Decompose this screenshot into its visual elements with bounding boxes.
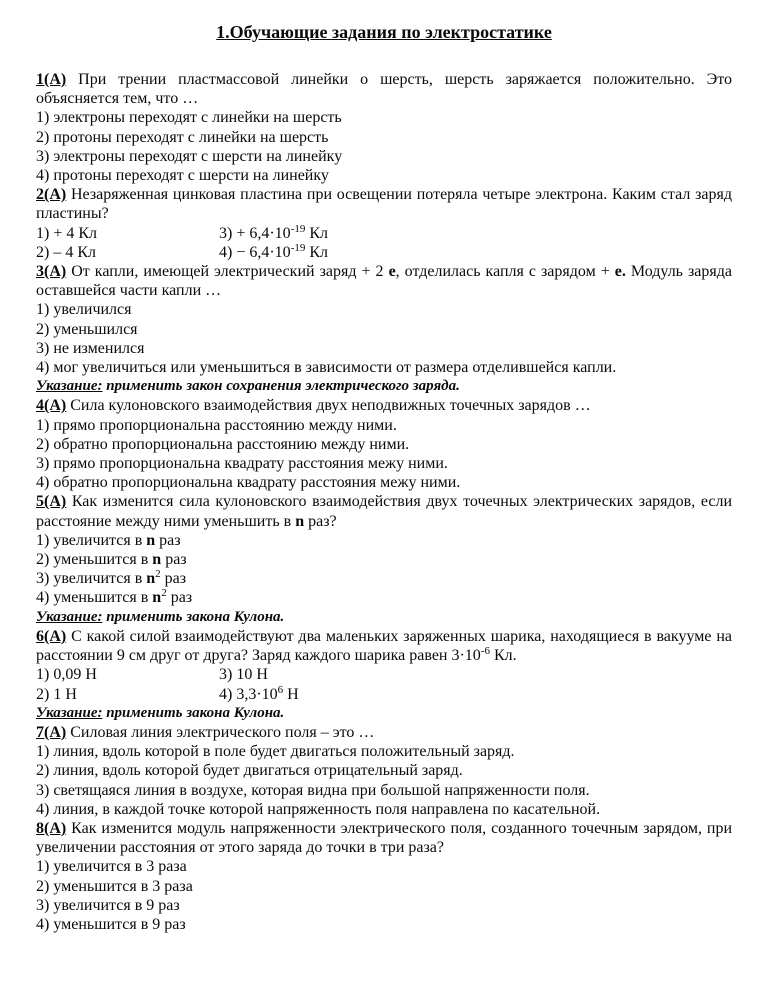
question-8 bbox=[36, 819, 732, 934]
hint-text: применить закон сохранения электрического заряда. bbox=[102, 378, 460, 395]
superscript: -19 bbox=[290, 241, 306, 254]
question-6-option-4 bbox=[219, 685, 732, 704]
question-7-stem bbox=[36, 723, 732, 742]
option-text: Кл bbox=[305, 224, 329, 242]
question-2-option-3 bbox=[219, 224, 732, 243]
question-2-number: 2(А) bbox=[36, 186, 67, 204]
question-4-option-1: 1) прямо пропорциональна расстоянию между ними. bbox=[36, 416, 397, 434]
question-5 bbox=[36, 492, 732, 626]
bold-symbol: е. bbox=[614, 263, 626, 281]
question-2-option-1: 1) + 4 Кл bbox=[36, 224, 98, 242]
question-4-stem bbox=[36, 396, 732, 415]
option-text: 4) уменьшится в bbox=[36, 589, 153, 607]
bold-symbol: n bbox=[146, 531, 156, 549]
question-4-option-2: 2) обратно пропорциональна расстоянию между ними. bbox=[36, 435, 410, 453]
question-5-text: Как изменится сила кулоновского взаимодействия двух точечных электрических зарядов, если расстояние между ними уменьшить в bbox=[36, 493, 732, 530]
superscript: 2 bbox=[161, 587, 167, 600]
question-5-hint bbox=[36, 608, 732, 627]
question-6 bbox=[36, 627, 732, 723]
question-3-option-2: 2) уменьшился bbox=[36, 320, 138, 338]
option-text: 3) 10 Н bbox=[219, 666, 268, 684]
question-3-option-1: 1) увеличился bbox=[36, 301, 132, 319]
option-text: раз bbox=[161, 551, 187, 569]
question-5-option-1 bbox=[36, 531, 732, 550]
question-3-text: От капли, имеющей электрический заряд + 2 bbox=[66, 263, 389, 281]
question-1-option-1: 1) электроны переходят с линейки на шерсть bbox=[36, 109, 342, 127]
question-2-option-2: 2) – 4 Кл bbox=[36, 243, 96, 261]
question-5-text: раз? bbox=[304, 512, 337, 530]
question-7-option-4: 4) линия, в каждой точке которой напряженность поля направлена по касательной. bbox=[36, 800, 601, 818]
question-7-option-1: 1) линия, вдоль которой в поле будет двигаться положительный заряд. bbox=[36, 743, 515, 761]
hint-label: Указание: bbox=[36, 378, 103, 395]
question-1 bbox=[36, 70, 732, 185]
question-4-text: Сила кулоновского взаимодействия двух неподвижных точечных зарядов … bbox=[66, 397, 591, 415]
bold-symbol: n bbox=[152, 551, 162, 569]
question-6-option-2: 2) 1 Н bbox=[36, 685, 77, 703]
option-text: раз bbox=[155, 531, 181, 549]
superscript: -19 bbox=[290, 222, 306, 235]
hint-text: применить закона Кулона. bbox=[102, 704, 285, 721]
question-3-stem bbox=[36, 262, 732, 300]
option-text: 1) увеличится в bbox=[36, 531, 147, 549]
superscript: -6 bbox=[480, 645, 490, 658]
question-8-option-2: 2) уменьшится в 3 раза bbox=[36, 877, 193, 895]
question-1-option-2: 2) протоны переходят с линейки на шерсть bbox=[36, 128, 329, 146]
superscript: 6 bbox=[277, 683, 284, 696]
question-2-text: Незаряженная цинковая пластина при освещении потеряла четыре электрона. Каким стал заряд пластины? bbox=[36, 186, 732, 223]
question-6-hint bbox=[36, 704, 732, 723]
question-5-number: 5(А) bbox=[36, 493, 67, 511]
question-3-option-3: 3) не изменился bbox=[36, 339, 145, 357]
question-6-option-3 bbox=[219, 665, 732, 684]
question-4-number: 4(А) bbox=[36, 397, 67, 415]
question-5-option-4 bbox=[36, 588, 732, 607]
hint-label: Указание: bbox=[36, 608, 103, 625]
question-2 bbox=[36, 185, 732, 262]
bold-symbol: n bbox=[146, 570, 156, 588]
question-6-stem bbox=[36, 627, 732, 665]
question-7-text: Силовая линия электрического поля – это … bbox=[66, 723, 375, 741]
question-6-option-row-2 bbox=[36, 685, 732, 704]
question-2-option-row-1 bbox=[36, 224, 732, 243]
option-text: Кл bbox=[305, 243, 329, 261]
question-6-number: 6(А) bbox=[36, 627, 67, 645]
option-text: 3) увеличится в bbox=[36, 570, 147, 588]
question-6-option-1: 1) 0,09 Н bbox=[36, 666, 97, 684]
question-3-hint bbox=[36, 377, 732, 396]
question-4-option-4: 4) обратно пропорциональна квадрату расстояния межу ними. bbox=[36, 474, 461, 492]
question-3 bbox=[36, 262, 732, 396]
option-text: раз bbox=[160, 570, 187, 588]
question-3-text: Модуль заряда оставшейся части капли … bbox=[36, 263, 732, 300]
question-4 bbox=[36, 396, 732, 492]
question-8-option-1: 1) увеличится в 3 раза bbox=[36, 858, 187, 876]
question-8-option-4: 4) уменьшится в 9 раз bbox=[36, 915, 186, 933]
question-6-text: Кл. bbox=[489, 647, 517, 665]
option-text: 4) − 6,4·10 bbox=[219, 243, 291, 261]
question-8-option-3: 3) увеличится в 9 раз bbox=[36, 896, 180, 914]
question-5-option-3 bbox=[36, 569, 732, 588]
question-1-option-4: 4) протоны переходят с шерсти на линейку bbox=[36, 167, 329, 185]
option-text: раз bbox=[166, 589, 193, 607]
question-1-stem bbox=[36, 70, 732, 108]
superscript: 2 bbox=[155, 568, 161, 581]
question-1-option-3: 3) электроны переходят с шерсти на линейку bbox=[36, 147, 343, 165]
page-title: 1.Обучающие задания по электростатике bbox=[216, 22, 552, 42]
question-4-option-3: 3) прямо пропорциональна квадрату расстояния межу ними. bbox=[36, 455, 448, 473]
bold-symbol: е bbox=[388, 263, 396, 281]
option-text: 4) 3,3·10 bbox=[219, 685, 278, 703]
option-text: 2) уменьшится в bbox=[36, 551, 153, 569]
question-3-text: , отделилась капля с зарядом + bbox=[395, 263, 615, 281]
question-2-stem bbox=[36, 185, 732, 223]
question-7 bbox=[36, 723, 732, 819]
question-6-text: С какой силой взаимодействуют два маленьких заряженных шарика, находящиеся в вакууме на расстоянии 9 см друг от друга? Заряд каждого шарика равен 3·10 bbox=[36, 627, 732, 665]
bold-symbol: n bbox=[295, 512, 305, 530]
option-text: 3) + 6,4·10 bbox=[219, 224, 291, 242]
question-5-stem bbox=[36, 492, 732, 530]
question-7-option-2: 2) линия, вдоль которой будет двигаться отрицательный заряд. bbox=[36, 762, 463, 780]
question-2-option-row-2 bbox=[36, 243, 732, 262]
question-1-number: 1(А) bbox=[36, 71, 67, 88]
question-8-number: 8(А) bbox=[36, 819, 67, 837]
question-6-option-row-1 bbox=[36, 665, 732, 684]
question-3-option-4: 4) мог увеличиться или уменьшиться в зависимости от размера отделившейся капли. bbox=[36, 359, 617, 377]
question-7-option-3: 3) светящаяся линия в воздухе, которая видна при большой напряженности поля. bbox=[36, 781, 590, 799]
bold-symbol: n bbox=[152, 589, 162, 607]
question-7-number: 7(А) bbox=[36, 723, 67, 741]
question-1-text: При трении пластмассовой линейки о шерсть, шерсть заряжается положительно. Это объясняется тем, что … bbox=[36, 71, 732, 108]
hint-label: Указание: bbox=[36, 704, 103, 721]
question-2-option-4 bbox=[219, 243, 732, 262]
question-8-stem bbox=[36, 819, 732, 857]
question-3-number: 3(А) bbox=[36, 263, 67, 281]
question-5-option-2 bbox=[36, 550, 732, 569]
hint-text: применить закона Кулона. bbox=[102, 608, 285, 625]
option-text: Н bbox=[283, 685, 299, 703]
question-8-text: Как изменится модуль напряженности электрического поля, созданного точечным зарядом, при увеличении расстояния от этого заряда до точки в три раза? bbox=[36, 819, 732, 857]
